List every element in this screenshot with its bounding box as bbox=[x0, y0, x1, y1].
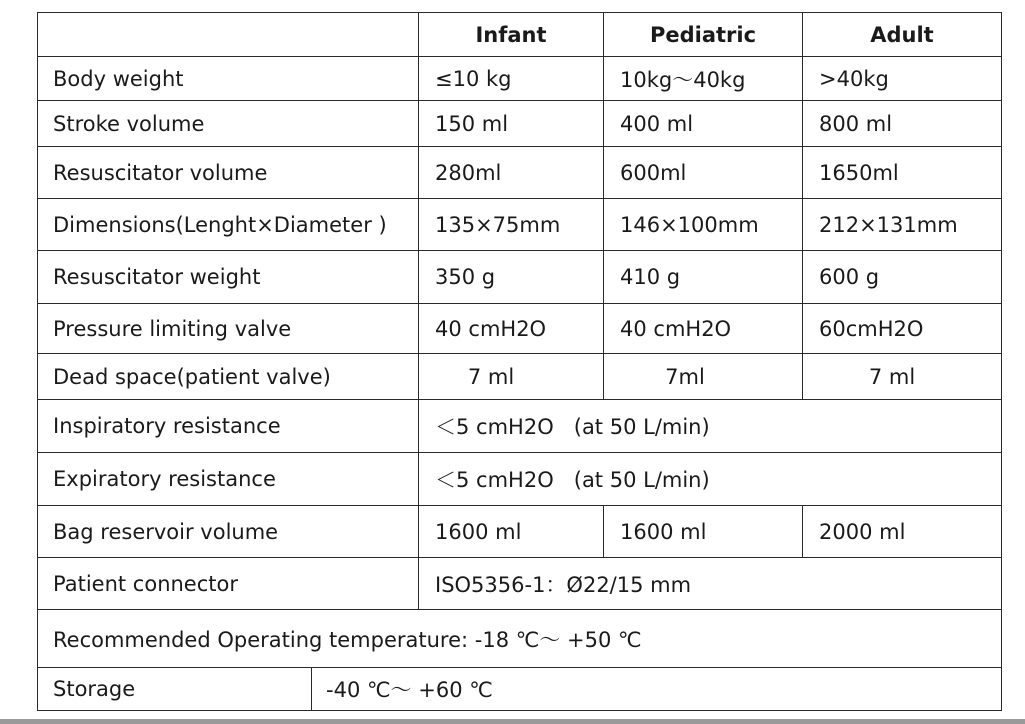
cell-inspiratory-resistance-value: ＜5 cmH2O (at 50 L/min) bbox=[418, 399, 1002, 452]
row-label-stroke-volume: Stroke volume bbox=[37, 100, 418, 146]
cell-pediatric-pressure-limiting-valve: 40 cmH2O bbox=[603, 303, 802, 353]
row-label-dead-space: Dead space(patient valve) bbox=[37, 353, 418, 399]
cell-adult-resuscitator-weight: 600 g bbox=[802, 250, 1002, 303]
cell-infant-dimensions: 135×75mm bbox=[418, 198, 603, 250]
cell-infant-stroke-volume: 150 ml bbox=[418, 100, 603, 146]
cell-adult-resuscitator-volume: 1650ml bbox=[802, 146, 1002, 198]
row-label-dimensions: Dimensions(Lenght×Diameter ) bbox=[37, 198, 418, 250]
cell-infant-resuscitator-weight: 350 g bbox=[418, 250, 603, 303]
cell-pediatric-body-weight: 10kg～40kg bbox=[603, 56, 802, 100]
cell-pediatric-resuscitator-volume: 600ml bbox=[603, 146, 802, 198]
cell-pediatric-stroke-volume: 400 ml bbox=[603, 100, 802, 146]
row-label-body-weight: Body weight bbox=[37, 56, 418, 100]
header-adult: Adult bbox=[802, 12, 1002, 56]
header-blank-cell bbox=[37, 12, 418, 56]
cell-adult-body-weight: >40kg bbox=[802, 56, 1002, 100]
cell-infant-body-weight: ≤10 kg bbox=[418, 56, 603, 100]
cell-pediatric-resuscitator-weight: 410 g bbox=[603, 250, 802, 303]
page-bottom-divider bbox=[0, 719, 1025, 724]
cell-infant-bag-reservoir-volume: 1600 ml bbox=[418, 505, 603, 557]
cell-patient-connector-value: ISO5356-1：Ø22/15 mm bbox=[418, 557, 1002, 609]
row-label-patient-connector: Patient connector bbox=[37, 557, 418, 609]
cell-adult-dead-space: 7 ml bbox=[802, 353, 1002, 399]
row-label-expiratory-resistance: Expiratory resistance bbox=[37, 452, 418, 505]
cell-adult-bag-reservoir-volume: 2000 ml bbox=[802, 505, 1002, 557]
cell-storage-value: -40 ℃～ +60 ℃ bbox=[311, 667, 1002, 711]
header-infant: Infant bbox=[418, 12, 603, 56]
header-pediatric: Pediatric bbox=[603, 12, 802, 56]
row-label-pressure-limiting-valve: Pressure limiting valve bbox=[37, 303, 418, 353]
cell-adult-pressure-limiting-valve: 60cmH2O bbox=[802, 303, 1002, 353]
row-label-bag-reservoir-volume: Bag reservoir volume bbox=[37, 505, 418, 557]
cell-pediatric-bag-reservoir-volume: 1600 ml bbox=[603, 505, 802, 557]
row-label-inspiratory-resistance: Inspiratory resistance bbox=[37, 399, 418, 452]
row-operating-temperature: Recommended Operating temperature: -18 ℃～ +50 ℃ bbox=[37, 609, 1002, 667]
cell-infant-resuscitator-volume: 280ml bbox=[418, 146, 603, 198]
cell-adult-stroke-volume: 800 ml bbox=[802, 100, 1002, 146]
cell-pediatric-dead-space: 7ml bbox=[603, 353, 802, 399]
cell-infant-pressure-limiting-valve: 40 cmH2O bbox=[418, 303, 603, 353]
cell-pediatric-dimensions: 146×100mm bbox=[603, 198, 802, 250]
row-label-resuscitator-volume: Resuscitator volume bbox=[37, 146, 418, 198]
spec-table bbox=[37, 12, 1002, 711]
cell-adult-dimensions: 212×131mm bbox=[802, 198, 1002, 250]
row-label-resuscitator-weight: Resuscitator weight bbox=[37, 250, 418, 303]
row-label-storage: Storage bbox=[37, 667, 311, 711]
cell-infant-dead-space: 7 ml bbox=[418, 353, 603, 399]
cell-expiratory-resistance-value: ＜5 cmH2O (at 50 L/min) bbox=[418, 452, 1002, 505]
